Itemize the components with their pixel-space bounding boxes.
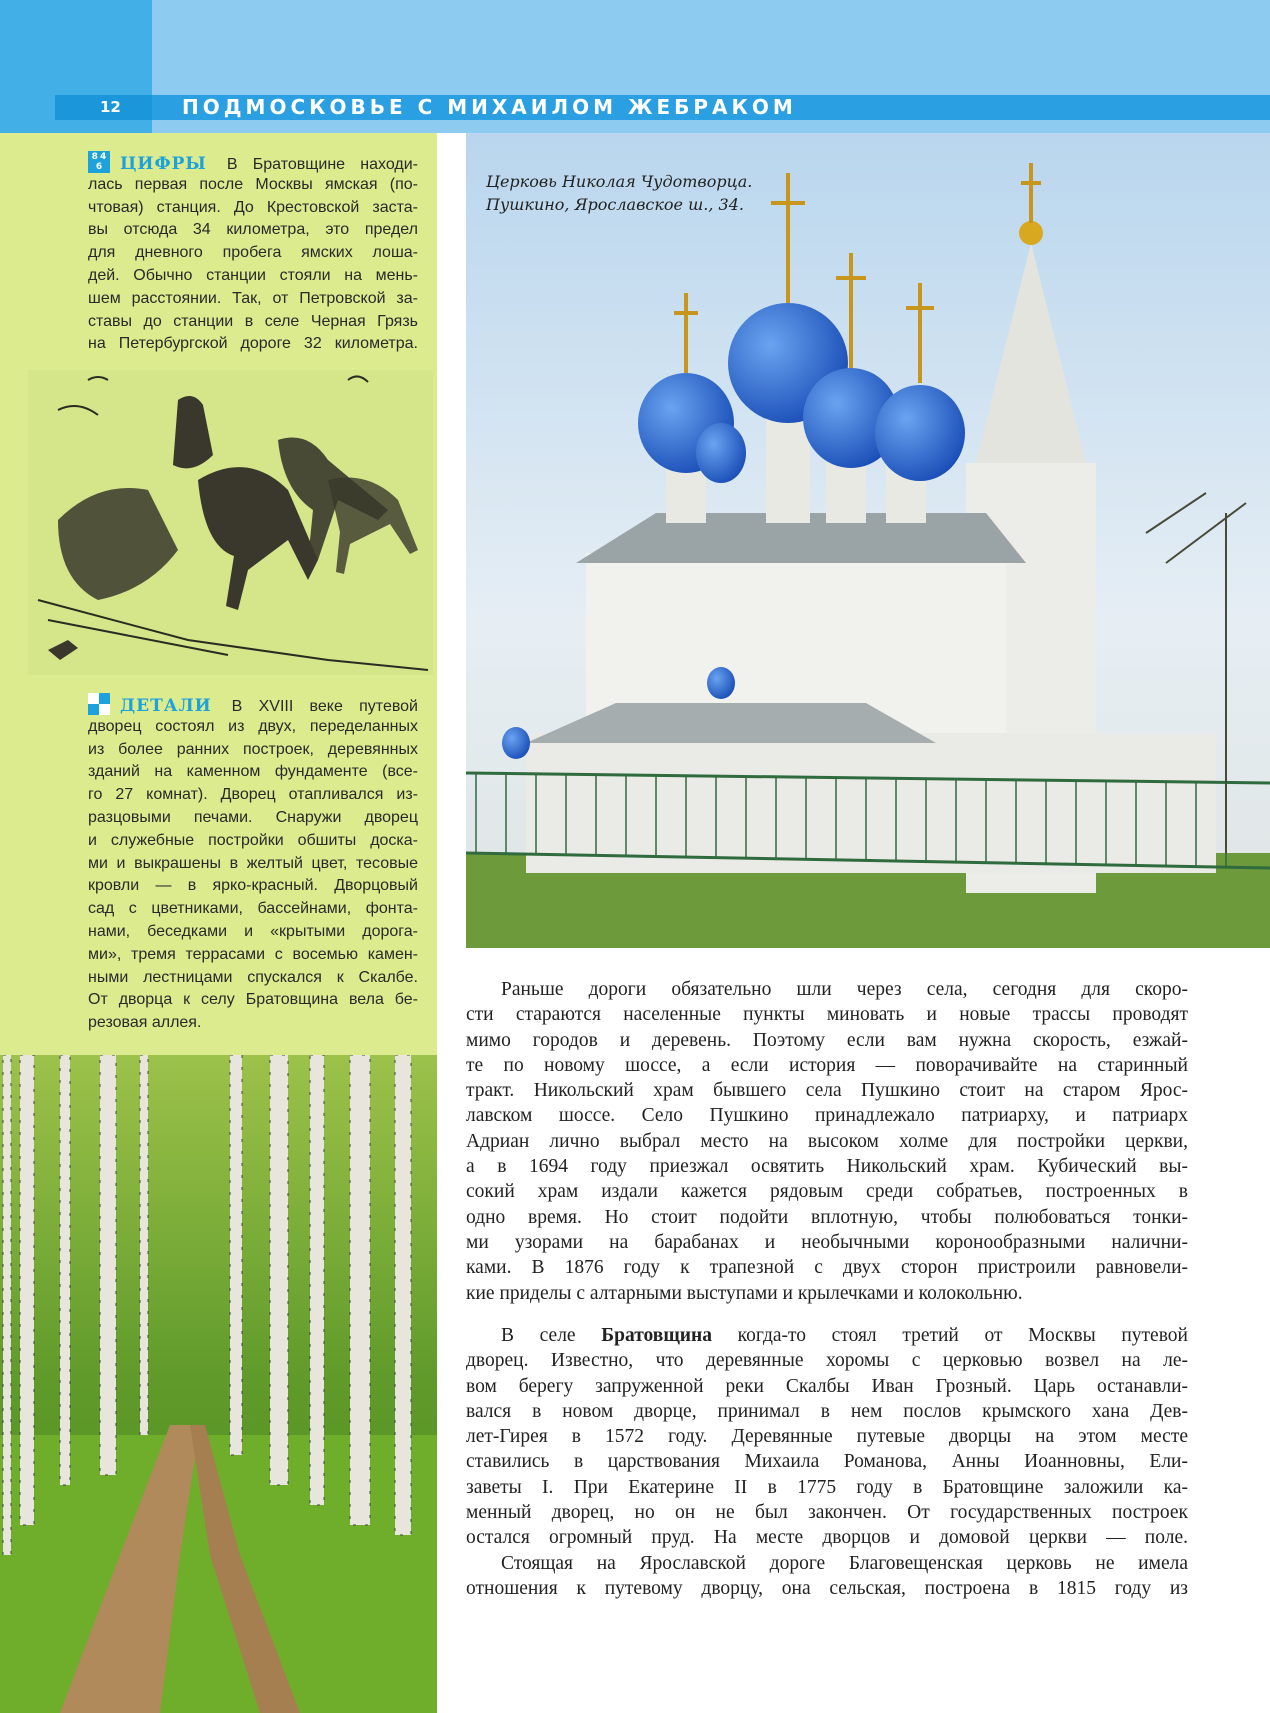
text-line: и служебные постройки обшиты доска- — [88, 831, 418, 849]
text-line — [466, 1323, 1188, 1348]
running-title: ПОДМОСКОВЬЕ С МИХАИЛОМ ЖЕБРАКОМ — [182, 95, 797, 119]
troika-engraving — [28, 370, 433, 675]
article-paragraph-1 — [466, 977, 1188, 1306]
text-line: отношения к путевому дворцу, она сельская, построена в 1815 году из — [466, 1578, 1188, 1600]
text-line: чтовая) станция. До Крестовской заста- — [88, 198, 418, 216]
details-box — [88, 693, 418, 1035]
church-photo — [466, 133, 1270, 948]
text-line: ми узорами на барабанах и необычными коронообразными налични- — [466, 1231, 1188, 1253]
text-line: ми и выкрашены в желтый цвет, тесовые — [88, 854, 418, 872]
text-line: вался в новом дворце, принимал в нем послов крымского хана Дев- — [466, 1400, 1188, 1422]
text-line: кровли — в ярко-красный. Дворцовый — [88, 877, 418, 895]
text-line: ставы до станции в селе Черная Грязь — [88, 312, 418, 330]
text-line: Раньше дороги обязательно шли через села, сегодня для скоро- — [501, 979, 1188, 1000]
text-line: из более ранних построек, деревянных — [88, 740, 418, 758]
details-heading: ДЕТАЛИ — [120, 696, 212, 716]
text-line: сокий храм издали кажется рядовым среди собратьев, построенных в — [466, 1181, 1188, 1203]
article-paragraph-3 — [466, 1551, 1188, 1602]
figures-first-line — [88, 151, 418, 174]
text-line: зданий на каменном фундаменте (все- — [88, 763, 418, 781]
text-line: лавском шоссе. Село Пушкино принадлежало патриарху, и патриарх — [466, 1105, 1188, 1127]
text-line: шем расстоянии. Так, от Петровской за- — [88, 289, 418, 307]
photo-caption — [486, 170, 752, 216]
text-line: ными лестницами спускался к Скалбе. — [88, 968, 418, 986]
text-line: резовая аллея. — [88, 1014, 202, 1032]
numbers-icon: 8 4 6 — [88, 151, 110, 173]
text-line: дей. Обычно станции стояли на мень- — [88, 266, 418, 284]
text-line: менный дворец, но он не был закончен. От государственных построек — [466, 1502, 1188, 1524]
text-line: дворец. Известно, что деревянные хоромы с церковью возвел на ле- — [466, 1350, 1188, 1372]
text-line: а в 1694 году приезжал освятить Никольский храм. Кубический вы- — [466, 1156, 1188, 1178]
text-line: ками. В 1876 году к трапезной с двух сторон пристроили равновели- — [466, 1257, 1188, 1279]
text-line: на Петербургской дороге 32 километра. — [88, 335, 418, 353]
text-line: те по новому шоссе, а если история — поворачивайте на старинный — [466, 1054, 1188, 1076]
page-number: 12 — [55, 95, 152, 120]
text-line: ставились в царствования Михаила Романова, Анны Иоанновны, Ели- — [466, 1451, 1188, 1473]
text-line: вом берегу запруженной реки Скалбы Иван Грозный. Царь останавли- — [466, 1375, 1188, 1397]
text-line: го 27 комнат). Дворец отапливался из- — [88, 786, 418, 804]
text-line: тракт. Никольский храм бывшего села Пушкино стоит на старом Ярос- — [466, 1080, 1188, 1102]
text-line: нами, беседками и «крытыми дорога- — [88, 922, 418, 940]
text-line: заветы I. При Екатерине II в 1775 году в Братовщине заложили ка- — [466, 1476, 1188, 1498]
text-line: лет-Гирея в 1572 году. Деревянные путевые дворцы на этом месте — [466, 1426, 1188, 1448]
text-line: для дневного пробега ямских лоша- — [88, 244, 418, 262]
text-line: В XVIII веке путевой — [231, 698, 418, 715]
text-line: одно время. Но стоит подойти вплотную, чтобы полюбоваться тонки- — [466, 1206, 1188, 1228]
figures-box — [88, 151, 418, 356]
place-name-bold: Братовщина — [601, 1325, 713, 1346]
text-line: остался огромный пруд. На месте дворцов и домовой церкви — поле. — [466, 1527, 1188, 1549]
text-line: В Братовщине находи- — [226, 156, 418, 173]
article-paragraph-2 — [466, 1323, 1188, 1551]
text-line: вы отсюда 34 километра, это предел — [88, 221, 418, 239]
text-line: сад с цветниками, бассейнами, фонта- — [88, 900, 418, 918]
text-line: кие приделы с алтарными выступами и крылечками и колокольню. — [466, 1282, 1023, 1304]
birch-alley-photo — [0, 1055, 437, 1713]
text-run: В селе — [501, 1325, 602, 1346]
text-line: разцовыми печами. Снаружи дворец — [88, 808, 418, 826]
checker-icon — [88, 693, 110, 715]
text-line: Адриан лично выбрал место на высоком холме для постройки церкви, — [466, 1130, 1188, 1152]
details-first-line — [88, 693, 418, 716]
caption-line: Церковь Николая Чудотворца. — [486, 172, 753, 191]
text-line: ми», тремя террасами с восемью камен- — [88, 945, 418, 963]
figures-heading: ЦИФРЫ — [120, 154, 207, 174]
text-run: когда-то стоял третий от Москвы путевой — [712, 1325, 1188, 1346]
text-line: дворец состоял из двух, переделанных — [88, 717, 418, 735]
text-line: мимо городов и деревень. Поэтому если вам нужна скорость, езжай- — [466, 1029, 1188, 1051]
text-line: От дворца к селу Братовщина вела бе- — [88, 991, 418, 1009]
text-line: лась первая после Москвы ямская (по- — [88, 175, 418, 193]
text-line: Стоящая на Ярославской дороге Благовещенская церковь не имела — [501, 1553, 1188, 1574]
gutter — [437, 133, 466, 1713]
text-line: сти стараются населенные пункты миновать и новые трассы проводят — [466, 1004, 1188, 1026]
caption-line: Пушкино, Ярославское ш., 34. — [486, 195, 744, 214]
